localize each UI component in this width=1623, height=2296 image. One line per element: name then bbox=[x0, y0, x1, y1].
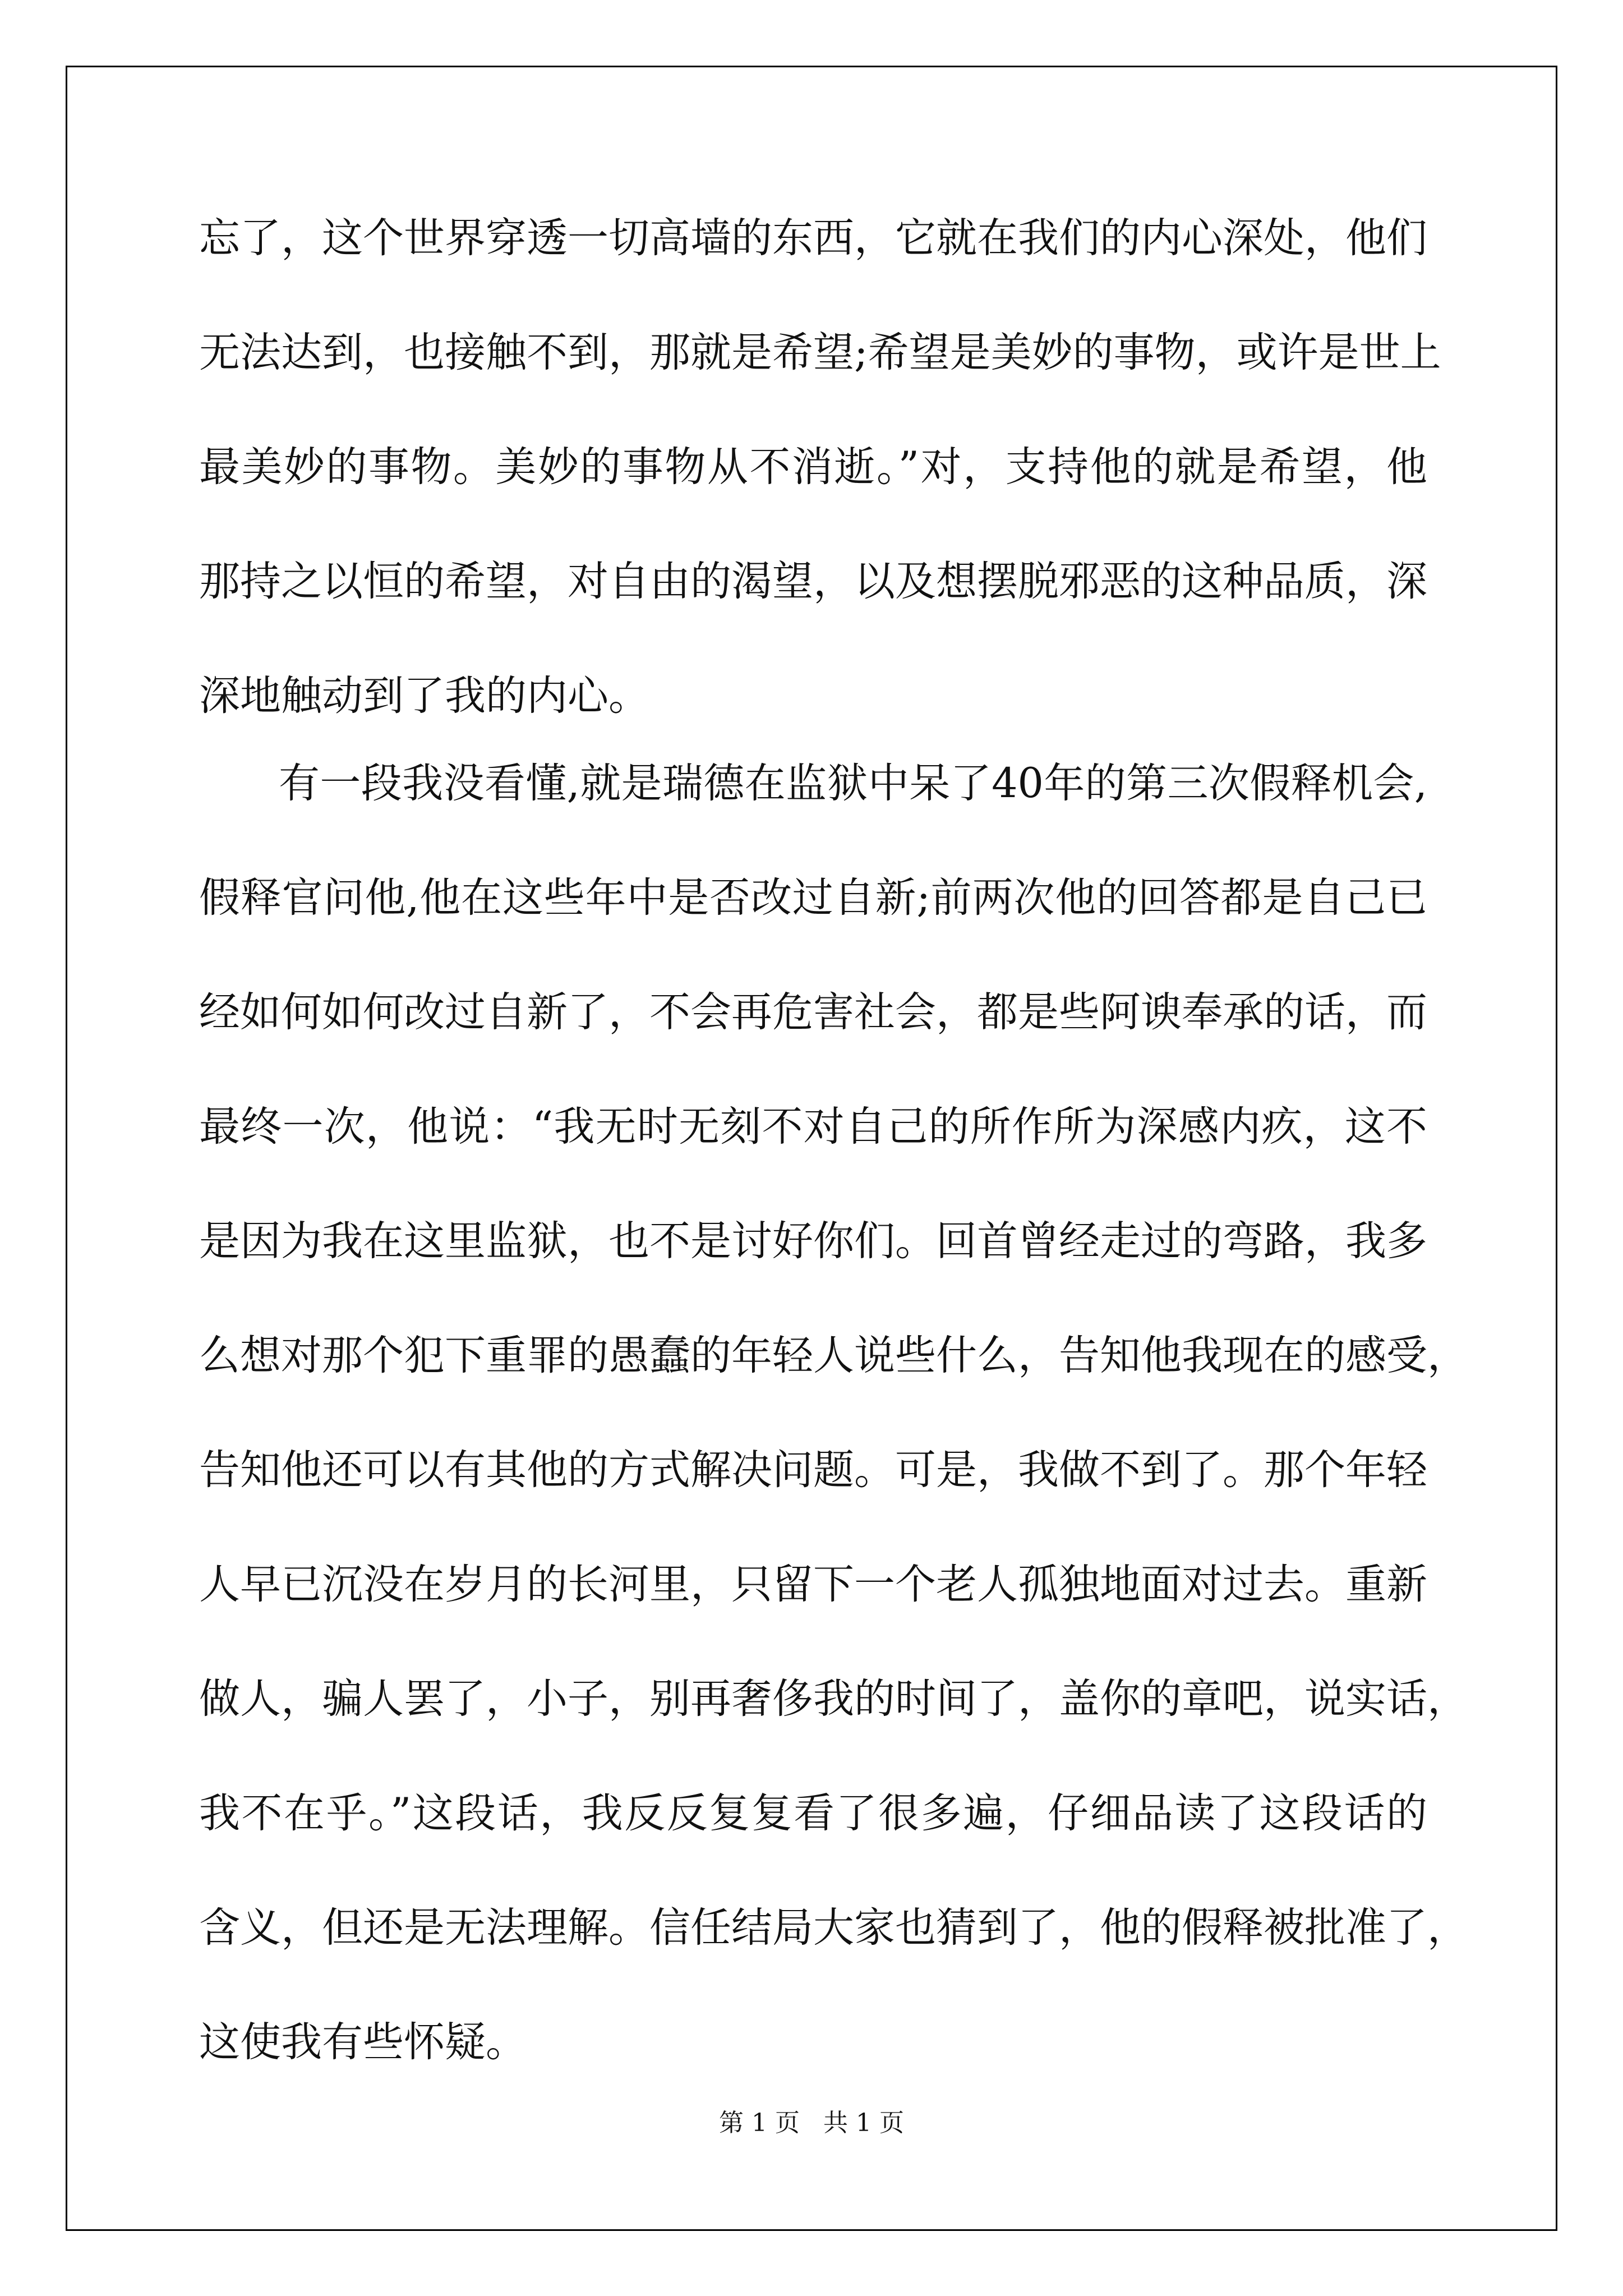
paragraph-1-line-3: 最美妙的事物。美妙的事物从不消逝。”对，支持他的就是希望，他 bbox=[199, 443, 1427, 491]
paragraph-2-line-1: 有一段我没看懂,就是瑞德在监狱中呆了40年的第三次假释机会, bbox=[279, 760, 1427, 807]
paragraph-2-line-7: 告知他还可以有其他的方式解决问题。可是，我做不到了。那个年轻 bbox=[199, 1446, 1427, 1494]
paragraph-2-line-8: 人早已沉没在岁月的长河里，只留下一个老人孤独地面对过去。重新 bbox=[199, 1561, 1427, 1608]
paragraph-2-line-4: 最终一次，他说：“我无时无刻不对自己的所作所为深感内疚，这不 bbox=[199, 1103, 1427, 1151]
page-number-footer: 第 1 页 共 1 页 bbox=[719, 2109, 904, 2137]
paragraph-2-line-9: 做人，骗人罢了，小子，别再奢侈我的时间了，盖你的章吧，说实话， bbox=[199, 1675, 1468, 1723]
paragraph-2-line-3: 经如何如何改过自新了，不会再危害社会，都是些阿谀奉承的话，而 bbox=[199, 988, 1427, 1036]
paragraph-2-line-5: 是因为我在这里监狱，也不是讨好你们。回首曾经走过的弯路，我多 bbox=[199, 1217, 1427, 1265]
paragraph-2-line-10: 我不在乎。”这段话，我反反复复看了很多遍，仔细品读了这段话的 bbox=[199, 1789, 1427, 1837]
paragraph-1-line-4: 那持之以恒的希望，对自由的渴望，以及想摆脱邪恶的这种品质，深 bbox=[199, 558, 1427, 605]
paragraph-2-line-11: 含义，但还是无法理解。信任结局大家也猜到了，他的假释被批准了， bbox=[199, 1904, 1468, 1952]
paragraph-2-line-12: 这使我有些怀疑。 bbox=[199, 2018, 527, 2066]
paragraph-2-line-2: 假释官问他,他在这些年中是否改过自新;前两次他的回答都是自己已 bbox=[199, 874, 1427, 922]
paragraph-1-line-1: 忘了，这个世界穿透一切高墙的东西，它就在我们的内心深处，他们 bbox=[199, 214, 1427, 262]
paragraph-2-line-6: 么想对那个犯下重罪的愚蠢的年轻人说些什么，告知他我现在的感受， bbox=[199, 1332, 1468, 1379]
paragraph-1-line-2: 无法达到，也接触不到，那就是希望;希望是美妙的事物，或许是世上 bbox=[199, 329, 1441, 376]
paragraph-1-line-5: 深地触动到了我的内心。 bbox=[199, 672, 649, 720]
